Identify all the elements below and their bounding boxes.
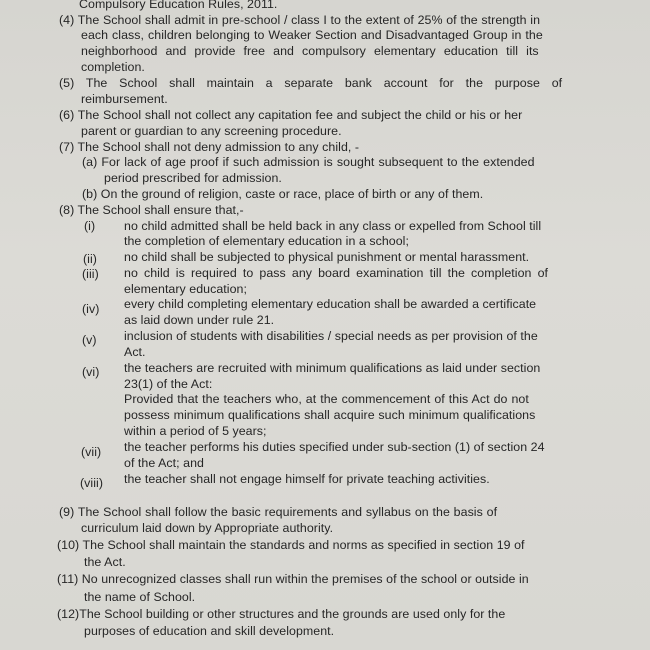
item-number: (vi) [82,365,100,379]
item-number: (vii) [81,445,102,459]
clause-11-line: the name of School. [84,590,196,604]
clause-12-line: (12)The School building or other structures and the grounds are used only for the [57,607,506,621]
clause-4-line: each class, children belonging to Weaker Section and Disadvantaged Group in the [81,28,543,42]
clause-4-line: completion. [81,60,145,74]
item-line: the completion of elementary education in a school; [124,234,409,248]
item-number: (ii) [83,252,97,266]
clause-7-a-line: period prescribed for admission. [104,171,282,185]
item-number: (v) [82,333,97,347]
item-line: inclusion of students with disabilities / special needs as per provision of the [124,329,538,343]
clause-11-line: (11) No unrecognized classes shall run within the premises of the school or outside in [57,572,529,586]
clause-12-line: purposes of education and skill development. [84,624,335,638]
item-line: elementary education; [124,282,247,296]
clause-8-heading: (8) The School shall ensure that,- [59,203,244,217]
item-line: the teacher performs his duties specified under sub-section (1) of section 24 [124,440,545,454]
item-line: possess minimum qualifications shall acquire such minimum qualifications [124,408,536,422]
clause-7-b-line: (b) On the ground of religion, caste or race, place of birth or any of them. [82,187,484,201]
clause-4-line: (4) The School shall admit in pre-school / class I to the extent of 25% of the strength in [59,13,541,27]
item-line: of the Act; and [124,456,204,470]
item-number: (iii) [82,267,99,281]
item-line: the teacher shall not engage himself for private teaching activities. [124,472,490,486]
clause-9-line: curriculum laid down by Appropriate authority. [81,521,334,535]
clause-5-line: (5) The School shall maintain a separate bank account for the purpose of [59,76,563,90]
clause-10-line: (10) The School shall maintain the standards and norms as specified in section 19 of [57,538,525,552]
item-line: the teachers are recruited with minimum qualifications as laid under section [124,361,541,375]
clause-6-line: (6) The School shall not collect any capitation fee and subject the child or his or her [59,108,523,122]
clause-7-heading: (7) The School shall not deny admission to any child, - [59,140,360,154]
item-line: 23(1) of the Act: [124,377,213,391]
item-line: Act. [124,345,146,359]
item-line: no child admitted shall be held back in any class or expelled from School till [124,219,542,233]
item-number: (iv) [82,302,100,316]
clause-10-line: the Act. [84,555,126,569]
item-line: as laid down under rule 21. [124,313,275,327]
clause-4-line: neighborhood and provide free and compulsory elementary education till its [81,44,539,58]
item-line: no child is required to pass any board examination till the completion of [124,266,548,280]
clause-9-line: (9) The School shall follow the basic requirements and syllabus on the basis of [59,505,498,519]
clause-6-line: parent or guardian to any screening procedure. [81,124,342,138]
item-line: no child shall be subjected to physical punishment or mental harassment. [124,250,530,264]
opening-line: Compulsory Education Rules, 2011. [79,0,278,11]
clause-7-a-line: (a) For lack of age proof if such admission is sought subsequent to the extended [82,155,535,169]
item-line: within a period of 5 years; [124,424,267,438]
item-number: (i) [84,219,96,233]
clause-5-line: reimbursement. [81,92,168,106]
item-line: Provided that the teachers who, at the commencement of this Act do not [124,392,529,406]
item-number: (viii) [80,476,104,490]
item-line: every child completing elementary education shall be awarded a certificate [124,297,537,311]
